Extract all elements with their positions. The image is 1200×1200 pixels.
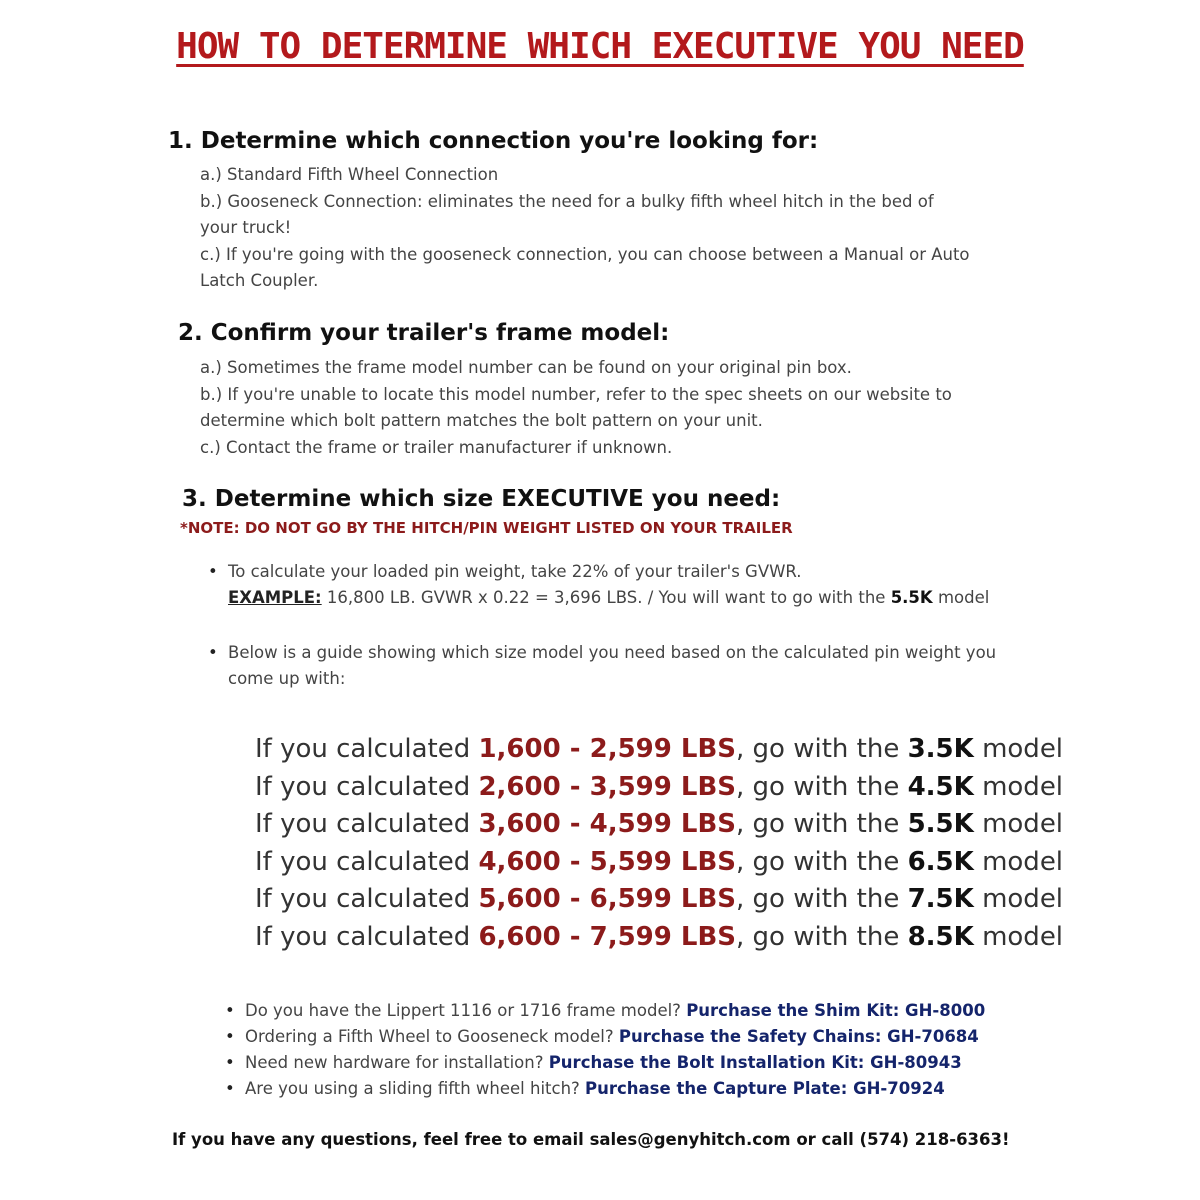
guide-row bbox=[255, 806, 1063, 844]
guide-value: 5,600 - 6,599 LBS bbox=[478, 884, 737, 915]
question-text: Are you using a sliding fifth wheel hitch? bbox=[245, 1079, 586, 1098]
guide-row bbox=[255, 731, 1063, 769]
list-item: b.) Gooseneck Connection: eliminates the need for a bulky fifth wheel hitch in the bed of bbox=[200, 191, 934, 211]
guide-row bbox=[255, 769, 1063, 807]
bullet-guide bbox=[208, 640, 997, 692]
list-item: a.) Standard Fifth Wheel Connection bbox=[200, 165, 499, 184]
contact-footer: If you have any questions, feel free to email sales@genyhitch.com or call (574) 218-6363! bbox=[172, 1130, 1010, 1149]
example-line bbox=[228, 585, 989, 611]
purchase-link[interactable]: Purchase the Bolt Installation Kit: GH-80943 bbox=[548, 1053, 962, 1072]
bullet-icon: • bbox=[208, 562, 218, 581]
extras-list bbox=[225, 998, 986, 1102]
page-title bbox=[0, 26, 1200, 67]
guide-text: , go with the bbox=[736, 771, 908, 802]
example-suffix: model bbox=[932, 588, 990, 607]
list-item: Latch Coupler. bbox=[200, 271, 319, 290]
section2-heading: 2. Confirm your trailer's frame model: bbox=[178, 320, 670, 346]
list-item bbox=[225, 1050, 985, 1076]
section2-list bbox=[200, 355, 952, 461]
purchase-link[interactable]: Purchase the Shim Kit: GH-8000 bbox=[686, 1001, 986, 1020]
guide-text: If you calculated bbox=[255, 846, 479, 877]
guide-text: model bbox=[973, 846, 1064, 877]
bullet-text: come up with: bbox=[228, 669, 346, 688]
guide-text: If you calculated bbox=[255, 884, 479, 915]
bullet-calc bbox=[208, 559, 990, 611]
guide-text: model bbox=[973, 809, 1064, 840]
guide-text: , go with the bbox=[736, 884, 908, 915]
example-text: 16,800 LB. GVWR x 0.22 = 3,696 LBS. / You will want to go with the bbox=[321, 588, 891, 607]
guide-value: 6,600 - 7,599 LBS bbox=[478, 921, 737, 952]
guide-text: , go with the bbox=[736, 921, 908, 952]
bullet-icon: • bbox=[225, 1027, 235, 1046]
bullet-icon: • bbox=[225, 1079, 235, 1098]
list-item: a.) Sometimes the frame model number can be found on your original pin box. bbox=[200, 358, 852, 377]
list-item: your truck! bbox=[200, 218, 292, 237]
guide-row bbox=[255, 844, 1063, 882]
guide-text: If you calculated bbox=[255, 921, 479, 952]
question-text: Need new hardware for installation? bbox=[245, 1053, 549, 1072]
section1-heading: 1. Determine which connection you're looking for: bbox=[168, 128, 819, 154]
bullet-text: To calculate your loaded pin weight, take 22% of your trailer's GVWR. bbox=[228, 562, 802, 581]
question-text: Do you have the Lippert 1116 or 1716 frame model? bbox=[245, 1001, 687, 1020]
example-model: 5.5K bbox=[890, 588, 933, 607]
guide-row bbox=[255, 919, 1063, 957]
model-guide bbox=[255, 731, 1063, 957]
warning-note: *NOTE: DO NOT GO BY THE HITCH/PIN WEIGHT LISTED ON YOUR TRAILER bbox=[180, 519, 793, 537]
guide-value: 3,600 - 4,599 LBS bbox=[478, 809, 737, 840]
guide-value: 7.5K bbox=[907, 884, 974, 915]
guide-value: 4.5K bbox=[907, 771, 974, 802]
guide-value: 1,600 - 2,599 LBS bbox=[478, 734, 737, 764]
guide-value: 8.5K bbox=[907, 921, 974, 952]
guide-text: model bbox=[973, 884, 1064, 915]
guide-text: , go with the bbox=[736, 734, 908, 764]
guide-text: model bbox=[973, 921, 1064, 952]
guide-text: model bbox=[973, 734, 1064, 764]
purchase-link[interactable]: Purchase the Safety Chains: GH-70684 bbox=[618, 1027, 979, 1046]
guide-value: 5.5K bbox=[907, 809, 974, 840]
example-label: EXAMPLE: bbox=[228, 588, 322, 607]
guide-text: , go with the bbox=[736, 846, 908, 877]
list-item: c.) If you're going with the gooseneck connection, you can choose between a Manual or Auto bbox=[200, 244, 970, 264]
list-item bbox=[225, 998, 986, 1024]
list-item bbox=[225, 1024, 985, 1050]
guide-text: If you calculated bbox=[255, 734, 479, 764]
list-item: c.) Contact the frame or trailer manufacturer if unknown. bbox=[200, 437, 673, 457]
question-text: Ordering a Fifth Wheel to Gooseneck model? bbox=[245, 1027, 619, 1046]
guide-text: model bbox=[973, 771, 1064, 802]
section3-heading: 3. Determine which size EXECUTIVE you need: bbox=[182, 486, 781, 512]
list-item bbox=[225, 1076, 985, 1102]
guide-text: If you calculated bbox=[255, 771, 479, 802]
bullet-icon: • bbox=[208, 643, 218, 662]
guide-value: 4,600 - 5,599 LBS bbox=[478, 846, 737, 877]
guide-value: 2,600 - 3,599 LBS bbox=[478, 771, 737, 802]
guide-value: 6.5K bbox=[907, 846, 974, 877]
title-text: HOW TO DETERMINE WHICH EXECUTIVE YOU NEED bbox=[176, 26, 1024, 67]
bullet-text: Below is a guide showing which size model you need based on the calculated pin weight you bbox=[228, 643, 997, 662]
bullet-icon: • bbox=[225, 1053, 235, 1072]
bullet-icon: • bbox=[225, 1001, 235, 1020]
purchase-link[interactable]: Purchase the Capture Plate: GH-70924 bbox=[585, 1079, 945, 1098]
guide-text: , go with the bbox=[736, 809, 908, 840]
list-item: b.) If you're unable to locate this model number, refer to the spec sheets on our website to bbox=[200, 384, 952, 404]
guide-text: If you calculated bbox=[255, 809, 479, 840]
guide-row bbox=[255, 881, 1063, 919]
list-item: determine which bolt pattern matches the bolt pattern on your unit. bbox=[200, 411, 763, 430]
section1-list bbox=[200, 162, 970, 295]
guide-value: 3.5K bbox=[907, 734, 974, 764]
